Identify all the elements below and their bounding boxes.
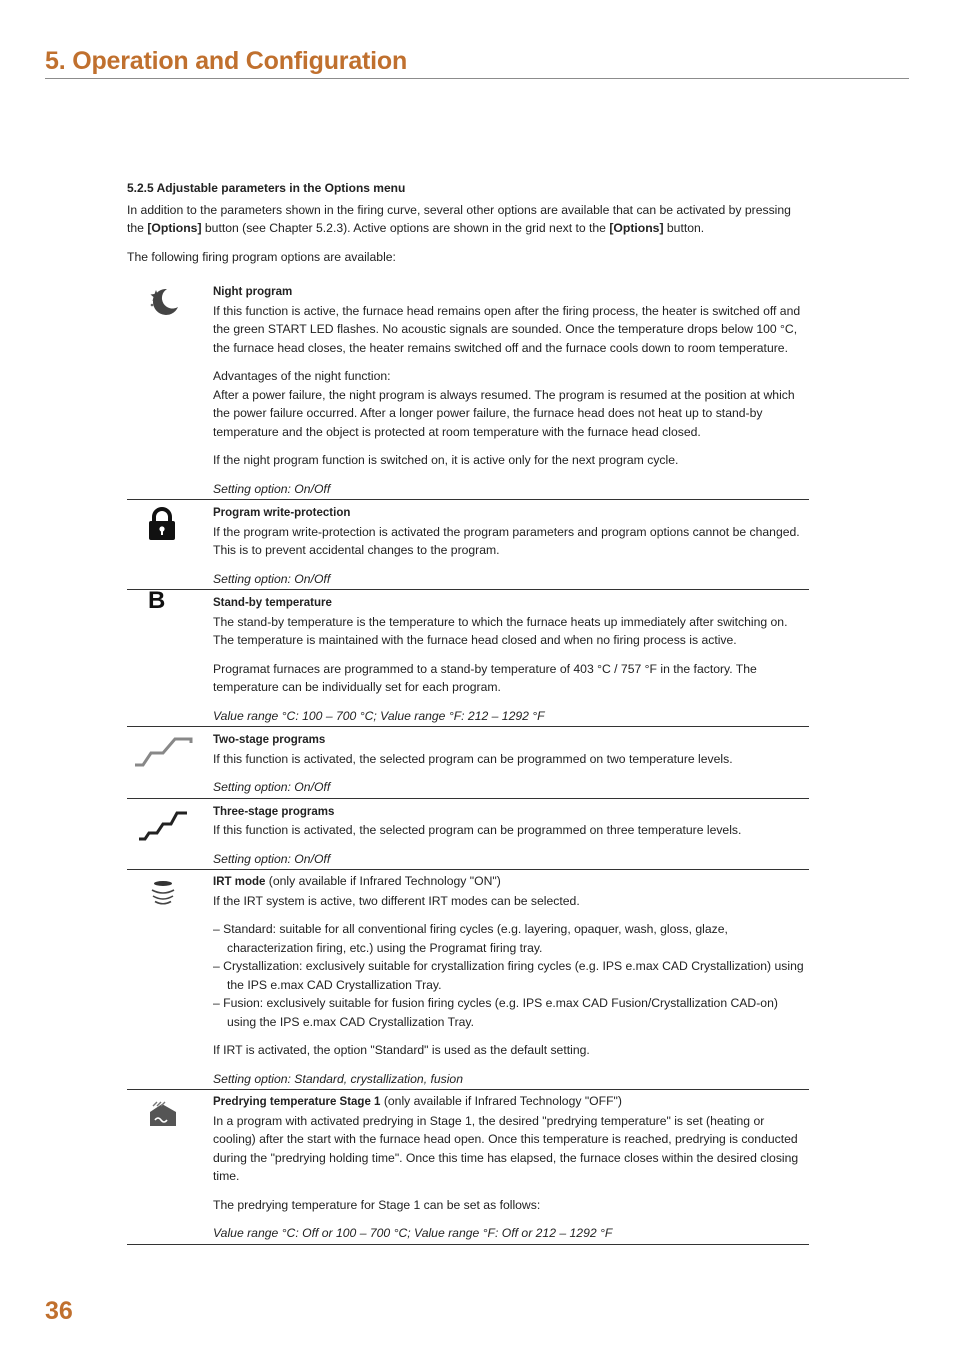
setting-option: Setting option: Standard, crystallization, fusion	[213, 1071, 463, 1086]
option-description: If IRT is activated, the option "Standard" is used as the default setting.	[213, 1043, 590, 1057]
setting-option: Setting option: On/Off	[213, 481, 331, 496]
option-row-write-protection	[127, 500, 809, 590]
intro-text-2: button (see Chapter 5.2.3). Active options are shown in the grid next to the	[201, 221, 610, 235]
advantages-heading: Advantages of the night function:	[213, 369, 391, 383]
page-number: 36	[45, 1297, 73, 1325]
irt-icon	[150, 880, 176, 906]
options-table	[127, 279, 809, 1245]
setting-option: Value range °C: Off or 100 – 700 °C; Value range °F: Off or 212 – 1292 °F	[213, 1226, 613, 1240]
option-title: Stand-by temperature	[213, 597, 332, 609]
option-description	[213, 367, 809, 441]
main-content	[127, 179, 809, 1245]
option-title-note: (only available if Infrared Technology "ON")	[265, 874, 501, 888]
option-description: If the program write-protection is activated the program parameters and program options cannot be changed. This is to prevent accidental changes to the program.	[213, 524, 800, 557]
chapter-rule	[45, 78, 909, 79]
option-description: If the IRT system is active, two different IRT modes can be selected.	[213, 893, 580, 908]
section-lead: The following firing program options are available:	[127, 249, 396, 264]
irt-mode-list	[213, 920, 809, 1031]
lock-icon	[147, 507, 177, 541]
option-description: If this function is activated, the selected program can be programmed on two temperature levels.	[213, 751, 733, 766]
options-button-ref: [Options]	[609, 221, 664, 235]
option-title: Two-stage programs	[213, 734, 326, 746]
option-row-predrying-temperature	[127, 1090, 809, 1245]
option-title-line	[213, 874, 501, 888]
predrying-icon	[148, 1098, 178, 1128]
standby-letter-icon: B	[148, 587, 166, 614]
option-title-note: (only available if Infrared Technology "OFF")	[380, 1094, 622, 1108]
intro-text-1: In addition to the parameters shown in the firing curve, several other options are available that can be activated by pressing the	[127, 202, 791, 235]
option-title: Night program	[213, 286, 293, 298]
section-intro	[127, 201, 809, 238]
options-button-ref: [Options]	[147, 221, 202, 235]
chapter-title: 5. Operation and Configuration	[45, 47, 408, 75]
two-stage-icon	[133, 735, 193, 767]
list-item: – Crystallization: exclusively suitable for crystallization firing cycles (e.g. IPS e.max CAD Crystallization) using the IPS e.max CAD Crystallization Tray.	[213, 957, 809, 994]
night-program-icon	[147, 285, 181, 317]
setting-option: Setting option: On/Off	[213, 851, 331, 866]
option-title-line	[213, 1094, 622, 1108]
option-row-three-stage	[127, 799, 809, 871]
intro-text-3: button.	[663, 221, 705, 235]
option-description: The predrying temperature for Stage 1 can be set as follows:	[213, 1197, 541, 1212]
option-description: Programat furnaces are programmed to a stand-by temperature of 403 °C / 757 °F in the factory. The temperature can be individually set for each program.	[213, 661, 757, 694]
option-description: If the night program function is switched on, it is active only for the next program cycle.	[213, 453, 679, 467]
option-description: If this function is active, the furnace head remains open after the firing process, the heater is switched off and the green START LED flashes. No acoustic signals are sounded. Once the temperature drops below 100 °C, the furnace head closes, the heater remains switched off and the furnace cools down to room temperature.	[213, 303, 801, 355]
setting-option: Setting option: On/Off	[213, 571, 331, 586]
option-title: Three-stage programs	[213, 805, 335, 818]
option-row-standby-temperature	[127, 587, 809, 727]
option-row-night-program	[127, 279, 809, 500]
list-item: – Standard: suitable for all conventional firing cycles (e.g. layering, opaquer, wash, gloss, glaze, characterization firing, etc.) using the Programat firing tray.	[213, 920, 809, 957]
setting-option: Value range °C: 100 – 700 °C; Value range °F: 212 – 1292 °F	[213, 708, 545, 723]
option-description: If this function is activated, the selected program can be programmed on three temperature levels.	[213, 823, 742, 837]
option-title: IRT mode	[213, 876, 266, 888]
option-row-irt-mode	[127, 870, 809, 1090]
section-title: 5.2.5 Adjustable parameters in the Options menu	[127, 181, 406, 195]
option-title: Program write-protection	[213, 507, 351, 519]
advantages-text: After a power failure, the night program is always resumed. The program is resumed at the position at which the power failure occurred. After a longer power failure, the furnace head does not heat up to stand-by temperature and the object is protected at room temperature with the furnace head closed.	[213, 387, 795, 439]
list-item: – Fusion: exclusively suitable for fusion firing cycles (e.g. IPS e.max CAD Fusion/Crystallization CAD-on) using the IPS e.max CAD Crystallization Tray.	[213, 994, 809, 1031]
option-row-two-stage	[127, 727, 809, 799]
three-stage-icon	[137, 807, 189, 841]
option-description: In a program with activated predrying in Stage 1, the desired "predrying temperature" is set (heating or cooling) after the start with the furnace head open. Once this temperature is reached, predrying is conducted during the "predrying holding time". Once this time has elapsed, the furnace closes within the desired closing time.	[213, 1113, 799, 1183]
option-title: Predrying temperature Stage 1	[213, 1096, 381, 1108]
setting-option: Setting option: On/Off	[213, 780, 331, 794]
option-description: The stand-by temperature is the temperature to which the furnace heats up immediately after switching on. The temperature is maintained with the furnace head closed and when no firing process is active.	[213, 614, 788, 647]
